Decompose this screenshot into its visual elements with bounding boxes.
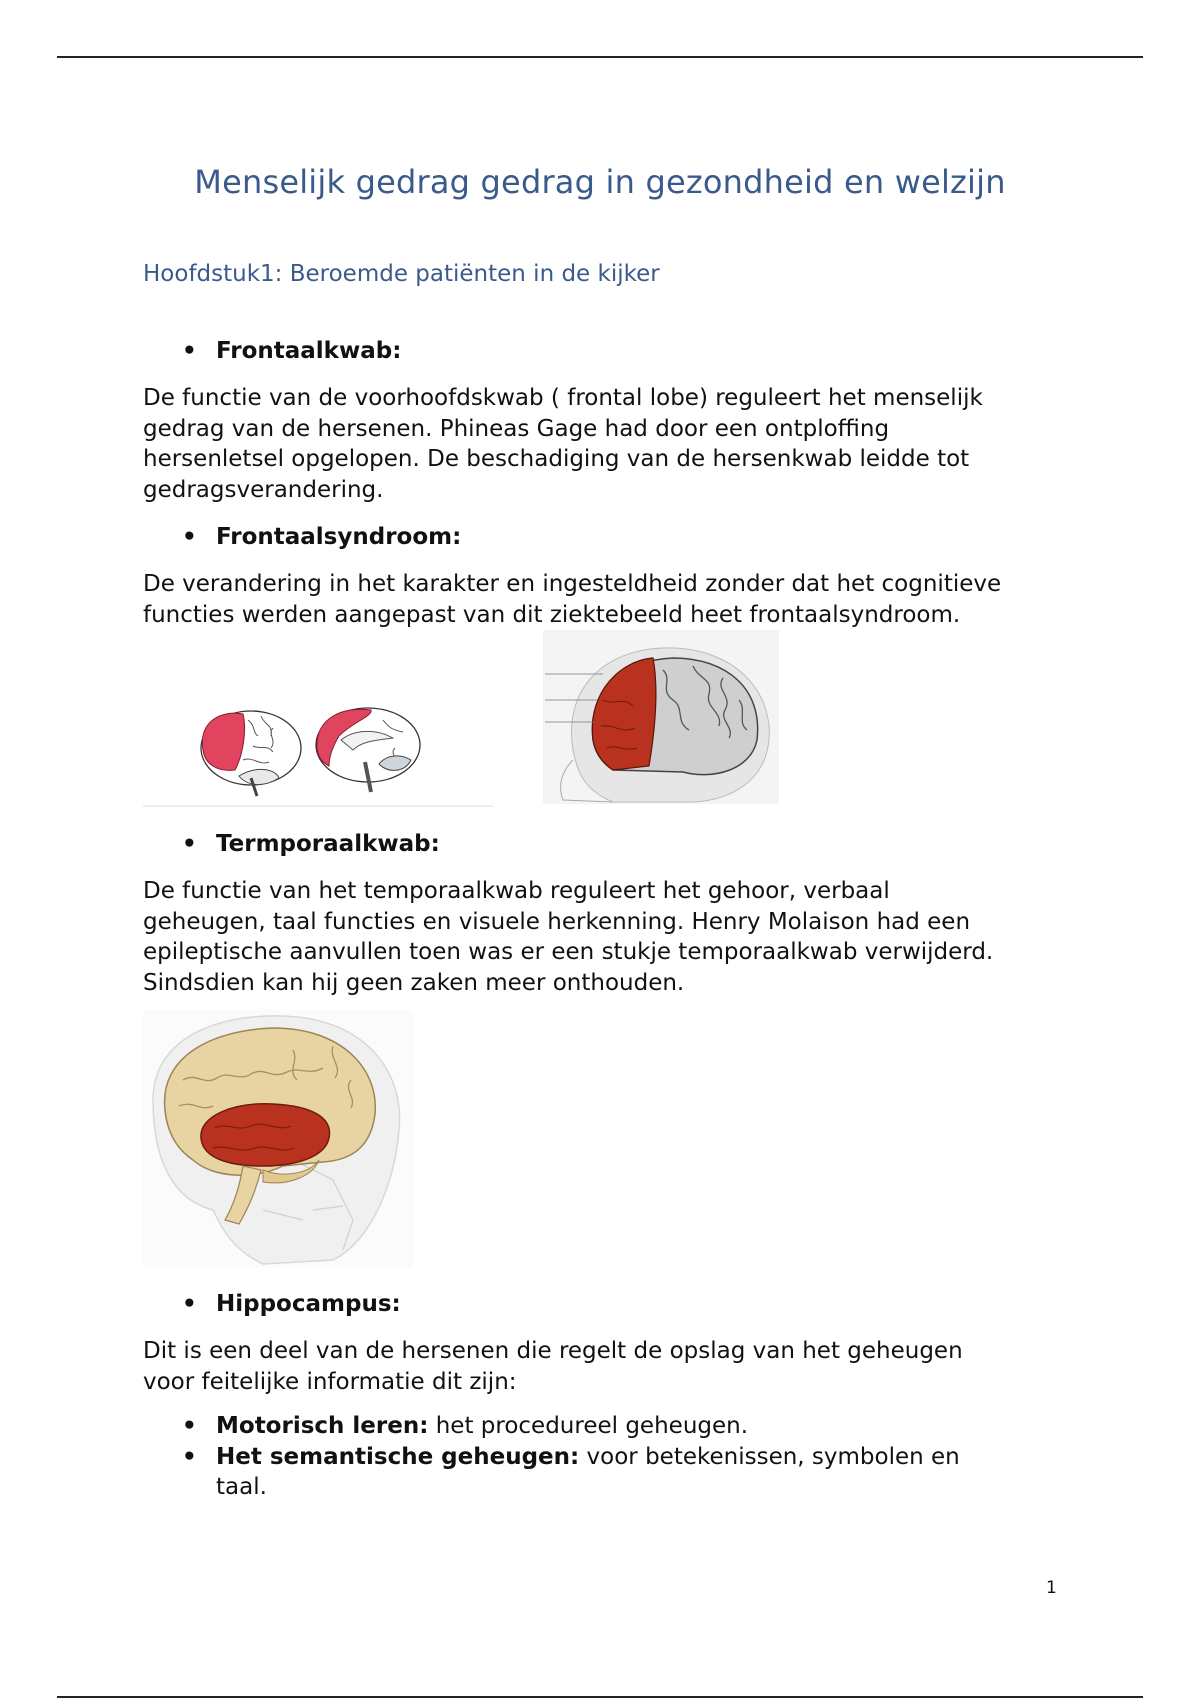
- section-heading-frontaalsyndroom: [182, 524, 461, 550]
- chapter-heading: Hoofdstuk1: Beroemde patiënten in de kijker: [143, 261, 660, 287]
- list-item-text: voor betekenissen, symbolen en: [579, 1443, 960, 1470]
- text-line: hersenletsel opgelopen. De beschadiging van de hersenkwab leidde tot: [143, 446, 970, 472]
- heading-text: Termporaalkwab:: [216, 831, 440, 857]
- bullet: •: [182, 1291, 197, 1317]
- section-heading-frontaalkwab: [182, 338, 401, 364]
- temporal-lobe-skull-illustration: [143, 1010, 413, 1268]
- bullet: •: [182, 338, 197, 364]
- section-heading-hippocampus: [182, 1291, 401, 1317]
- document-title: Menselijk gedrag gedrag in gezondheid en welzijn: [194, 163, 1006, 201]
- frontal-lobe-skull-photo: [543, 630, 779, 804]
- brain-diagram-lateral: [201, 711, 301, 796]
- text-line: De verandering in het karakter en ingesteldheid zonder dat het cognitieve: [143, 571, 1002, 597]
- text-line: De functie van de voorhoofdskwab ( frontal lobe) reguleert het menselijk: [143, 385, 983, 411]
- text-line: Sindsdien kan hij geen zaken meer onthouden.: [143, 969, 685, 996]
- list-item: [182, 1411, 960, 1442]
- bullet: •: [182, 1413, 197, 1439]
- bullet: •: [182, 524, 197, 550]
- bullet: •: [182, 1443, 197, 1470]
- heading-text: Hippocampus:: [216, 1291, 401, 1317]
- text-line: voor feitelijke informatie dit zijn:: [143, 1368, 517, 1395]
- text-line: geheugen, taal functies en visuele herkenning. Henry Molaison had een: [143, 908, 971, 935]
- frontal-lobe-brain-diagrams: [143, 690, 493, 808]
- text-line: gedrag van de hersenen. Phineas Gage had door een ontploffing: [143, 415, 890, 442]
- paragraph-termporaalkwab: [143, 876, 1083, 998]
- bullet: •: [182, 831, 197, 857]
- bottom-rule: [57, 1696, 1143, 1698]
- paragraph-frontaalkwab: [143, 383, 1083, 505]
- list-item-continuation: [182, 1472, 960, 1503]
- list-item-text: het procedureel geheugen.: [428, 1413, 749, 1439]
- list-item-term: Motorisch leren:: [216, 1413, 429, 1439]
- paragraph-hippocampus: [143, 1336, 1083, 1397]
- list-item-text: taal.: [216, 1474, 267, 1500]
- text-line: Dit is een deel van de hersenen die regelt de opslag van het geheugen: [143, 1338, 963, 1364]
- list-item: [182, 1442, 960, 1473]
- brain-diagram-medial: [316, 708, 420, 792]
- list-item-term: Het semantische geheugen:: [216, 1443, 580, 1470]
- text-line: epileptische aanvullen toen was er een stukje temporaalkwab verwijderd.: [143, 939, 994, 965]
- page-number: 1: [1046, 1578, 1057, 1598]
- text-line: functies werden aangepast van dit ziektebeeld heet frontaalsyndroom.: [143, 601, 961, 628]
- section-heading-termporaalkwab: [182, 831, 440, 857]
- heading-text: Frontaalkwab:: [216, 338, 402, 364]
- top-rule: [57, 56, 1143, 58]
- paragraph-frontaalsyndroom: [143, 569, 1083, 630]
- text-line: gedragsverandering.: [143, 476, 384, 503]
- memory-types-list: [182, 1411, 960, 1503]
- text-line: De functie van het temporaalkwab reguleert het gehoor, verbaal: [143, 878, 890, 904]
- heading-text: Frontaalsyndroom:: [216, 524, 462, 550]
